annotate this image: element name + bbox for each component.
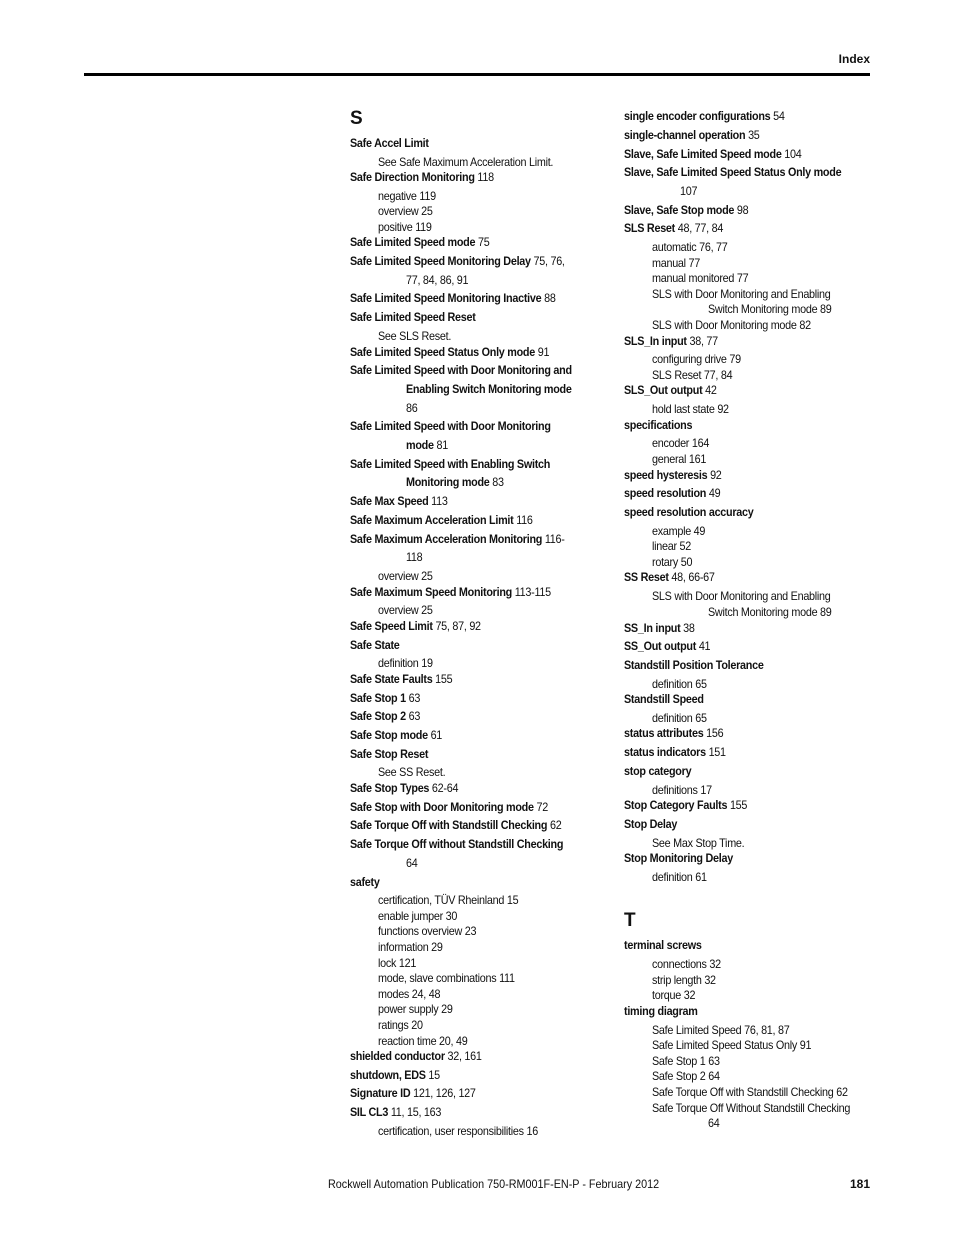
index-pages: 92 (707, 468, 722, 482)
index-entry (624, 817, 677, 832)
index-subentry: See Max Stop Time. (652, 836, 745, 850)
index-subentry: mode, slave combinations 111 (378, 971, 515, 985)
index-entry (350, 638, 400, 653)
index-term: speed resolution (624, 486, 707, 500)
index-entry (624, 383, 717, 398)
index-pages: 75 (475, 235, 490, 249)
index-subentry: torque 32 (652, 988, 696, 1002)
index-pages: 155 (727, 798, 748, 812)
index-subentry: certification, user responsibilities 16 (378, 1124, 538, 1138)
index-subentry-continuation: Switch Monitoring mode 89 (708, 302, 832, 316)
index-subentry: encoder 164 (652, 436, 710, 450)
index-term: SLS_Out output (624, 383, 703, 397)
index-entry (350, 513, 533, 528)
index-term: Safe Direction Monitoring (350, 170, 475, 184)
index-pages: 54 (770, 109, 785, 123)
index-entry (350, 363, 572, 378)
index-term: Safe Stop 1 (350, 691, 406, 705)
index-subentry: power supply 29 (378, 1002, 453, 1016)
index-entry-continuation: 64 (406, 856, 418, 870)
index-entry (624, 468, 722, 483)
index-subentry: strip length 32 (652, 973, 716, 987)
index-entry-continuation (406, 438, 448, 453)
index-term: Safe Stop Reset (350, 747, 429, 761)
index-pages: 155 (432, 672, 453, 686)
header-rule (84, 73, 870, 76)
index-pages: 48, 66-67 (668, 570, 715, 584)
index-term: Safe Maximum Speed Monitoring (350, 585, 512, 599)
index-subentry: SLS with Door Monitoring and Enabling (652, 287, 831, 301)
index-subentry: certification, TÜV Rheinland 15 (378, 893, 519, 907)
index-subentry: rotary 50 (652, 555, 693, 569)
index-term: Safe Torque Off without Standstill Checking (350, 837, 564, 851)
index-term: Monitoring mode (406, 475, 490, 489)
index-entry (350, 136, 429, 151)
index-term: Safe Speed Limit (350, 619, 433, 633)
index-pages: 32, 161 (444, 1049, 482, 1063)
index-term: status attributes (624, 726, 704, 740)
index-term: shutdown, EDS (350, 1068, 426, 1082)
index-entry (350, 532, 565, 547)
index-term: Safe Torque Off with Standstill Checking (350, 818, 548, 832)
index-subentry: See Safe Maximum Acceleration Limit. (378, 155, 554, 169)
index-term: SLS Reset (624, 221, 675, 235)
index-term: mode (406, 438, 434, 452)
index-term: Signature ID (350, 1086, 411, 1100)
index-entry (350, 691, 420, 706)
index-subentry: manual monitored 77 (652, 271, 749, 285)
index-entry-continuation: 107 (680, 184, 698, 198)
index-pages: 104 (781, 147, 802, 161)
index-entry (624, 851, 733, 866)
index-term: Slave, Safe Limited Speed Status Only mode (624, 165, 842, 179)
index-term: SS_In input (624, 621, 681, 635)
index-pages: 151 (705, 745, 726, 759)
index-term: Safe Accel Limit (350, 136, 429, 150)
index-entry (624, 334, 718, 349)
index-entry (624, 764, 691, 779)
index-subentry-continuation: 64 (708, 1116, 720, 1130)
index-entry (350, 1086, 476, 1101)
index-entry (350, 170, 494, 185)
index-term: single encoder configurations (624, 109, 771, 123)
index-subentry: configuring drive 79 (652, 352, 741, 366)
index-term: Safe State (350, 638, 400, 652)
index-term: status indicators (624, 745, 706, 759)
index-subentry: linear 52 (652, 539, 692, 553)
index-entry (624, 147, 801, 162)
index-term: Safe Limited Speed with Door Monitoring and (350, 363, 572, 377)
index-term: Stop Monitoring Delay (624, 851, 733, 865)
index-pages: 116- (542, 532, 565, 546)
index-entry (624, 486, 720, 501)
index-pages: 42 (702, 383, 717, 397)
index-pages: 75, 76, (530, 254, 565, 268)
index-term: stop category (624, 764, 692, 778)
index-term: Safe Limited Speed Status Only mode (350, 345, 536, 359)
index-letter-heading: S (350, 108, 363, 129)
index-term: Safe Stop mode (350, 728, 428, 742)
index-subentry: negative 119 (378, 189, 436, 203)
index-subentry: definition 65 (652, 677, 707, 691)
index-subentry: enable jumper 30 (378, 909, 458, 923)
index-subentry: general 161 (652, 452, 707, 466)
index-subentry: automatic 76, 77 (652, 240, 728, 254)
index-term: shielded conductor (350, 1049, 445, 1063)
index-subentry: connections 32 (652, 957, 721, 971)
index-term: SS Reset (624, 570, 669, 584)
index-entry (624, 505, 754, 520)
index-pages: 49 (706, 486, 721, 500)
index-letter-heading: T (624, 910, 636, 931)
header-title: Index (838, 52, 870, 66)
index-pages: 38 (680, 621, 695, 635)
index-subentry: hold last state 92 (652, 402, 729, 416)
index-subentry: Safe Torque Off Without Standstill Checking (652, 1101, 851, 1115)
index-term: Safe Limited Speed Monitoring Inactive (350, 291, 542, 305)
index-term: Safe Maximum Acceleration Monitoring (350, 532, 543, 546)
index-entry (624, 1004, 698, 1019)
index-pages: 61 (427, 728, 443, 742)
index-pages: 121, 126, 127 (410, 1086, 476, 1100)
index-pages: 98 (734, 203, 749, 217)
index-term: Safe Max Speed (350, 494, 429, 508)
index-subentry: reaction time 20, 49 (378, 1034, 468, 1048)
index-subentry: overview 25 (378, 569, 433, 583)
index-entry (350, 837, 563, 852)
index-term: Standstill Position Tolerance (624, 658, 764, 672)
index-entry (350, 1068, 440, 1083)
index-entry-continuation (406, 382, 572, 397)
index-subentry: lock 121 (378, 956, 417, 970)
index-entry-continuation (406, 475, 504, 490)
index-entry (350, 728, 442, 743)
index-term: timing diagram (624, 1004, 698, 1018)
index-entry (350, 419, 551, 434)
index-subentry: example 49 (652, 524, 706, 538)
index-subentry-continuation: Switch Monitoring mode 89 (708, 605, 832, 619)
index-term: specifications (624, 418, 693, 432)
index-entry (350, 457, 550, 472)
index-entry (350, 800, 548, 815)
index-pages: 62 (547, 818, 562, 832)
index-entry (624, 726, 723, 741)
index-entry (350, 672, 452, 687)
index-entry (350, 310, 476, 325)
index-pages: 38, 77 (686, 334, 718, 348)
index-term: Safe Limited Speed mode (350, 235, 476, 249)
index-subentry: definitions 17 (652, 783, 712, 797)
index-entry (350, 254, 565, 269)
index-subentry: Safe Stop 1 63 (652, 1054, 720, 1068)
index-subentry: manual 77 (652, 256, 701, 270)
index-term: speed hysteresis (624, 468, 708, 482)
index-entry (624, 109, 785, 124)
index-pages: 41 (696, 639, 711, 653)
index-subentry: See SLS Reset. (378, 329, 452, 343)
index-entry (624, 165, 841, 180)
index-subentry: SLS with Door Monitoring mode 82 (652, 318, 811, 332)
index-term: SLS_In input (624, 334, 687, 348)
index-term: safety (350, 875, 380, 889)
index-entry (350, 619, 481, 634)
index-entry (624, 692, 704, 707)
index-term: Safe Limited Speed with Door Monitoring (350, 419, 551, 433)
index-pages: 113 (428, 494, 448, 508)
index-entry (350, 291, 556, 306)
index-entry (624, 570, 715, 585)
index-entry-continuation: 77, 84, 86, 91 (406, 273, 469, 287)
index-term: Standstill Speed (624, 692, 704, 706)
index-subentry: Safe Limited Speed 76, 81, 87 (652, 1023, 790, 1037)
index-subentry: functions overview 23 (378, 924, 477, 938)
index-entry (624, 418, 692, 433)
index-pages: 91 (535, 345, 550, 359)
index-pages: 118 (474, 170, 494, 184)
index-entry (350, 585, 551, 600)
index-entry (350, 494, 448, 509)
index-subentry: definition 19 (378, 656, 433, 670)
index-subentry: Safe Limited Speed Status Only 91 (652, 1038, 812, 1052)
index-subentry: ratings 20 (378, 1018, 423, 1032)
index-entry (624, 938, 702, 953)
index-subentry: SLS Reset 77, 84 (652, 368, 733, 382)
index-entry-continuation: 118 (406, 550, 423, 564)
index-pages: 83 (489, 475, 504, 489)
index-term: Safe Stop 2 (350, 709, 406, 723)
index-subentry: modes 24, 48 (378, 987, 441, 1001)
index-pages: 113-115 (512, 585, 551, 599)
index-subentry: See SS Reset. (378, 765, 446, 779)
index-entry (350, 235, 489, 250)
index-subentry: Safe Stop 2 64 (652, 1069, 720, 1083)
index-pages: 62-64 (429, 781, 459, 795)
index-term: Safe Limited Speed with Enabling Switch (350, 457, 551, 471)
index-pages: 63 (405, 709, 421, 723)
index-entry (350, 818, 561, 833)
index-subentry: overview 25 (378, 603, 433, 617)
footer-publication: Rockwell Automation Publication 750-RM001F-EN-P - February 2012 (328, 1177, 660, 1191)
index-entry (624, 203, 748, 218)
index-pages: 35 (745, 128, 760, 142)
index-subentry: definition 61 (652, 870, 707, 884)
index-entry (624, 658, 764, 673)
index-term: Slave, Safe Limited Speed mode (624, 147, 782, 161)
index-pages: 63 (405, 691, 421, 705)
index-entry (624, 621, 695, 636)
index-subentry: SLS with Door Monitoring and Enabling (652, 589, 831, 603)
index-entry (624, 221, 723, 236)
index-pages: 15 (425, 1068, 440, 1082)
index-term: Enabling Switch Monitoring mode (406, 382, 572, 396)
index-term: SIL CL3 (350, 1105, 389, 1119)
index-subentry: overview 25 (378, 204, 433, 218)
index-term: Slave, Safe Stop mode (624, 203, 735, 217)
index-term: Safe Stop with Door Monitoring mode (350, 800, 534, 814)
index-pages: 48, 77, 84 (674, 221, 724, 235)
index-pages: 156 (703, 726, 724, 740)
index-subentry: information 29 (378, 940, 443, 954)
index-entry (624, 745, 726, 760)
index-pages: 88 (541, 291, 556, 305)
index-pages: 75, 87, 92 (432, 619, 481, 633)
index-entry (350, 709, 420, 724)
index-pages: 11, 15, 163 (388, 1105, 442, 1119)
index-entry-continuation: 86 (406, 401, 418, 415)
index-term: Safe Stop Types (350, 781, 430, 795)
index-entry (350, 747, 428, 762)
index-term: Stop Category Faults (624, 798, 728, 812)
index-subentry: positive 119 (378, 220, 432, 234)
index-pages: 72 (533, 800, 548, 814)
index-pages: 81 (433, 438, 448, 452)
index-pages: 116 (513, 513, 533, 527)
index-term: SS_Out output (624, 639, 697, 653)
index-entry (350, 1105, 441, 1120)
index-entry (624, 128, 760, 143)
index-term: Safe State Faults (350, 672, 433, 686)
index-term: Safe Limited Speed Reset (350, 310, 476, 324)
index-entry (350, 1049, 482, 1064)
index-term: terminal screws (624, 938, 702, 952)
footer-page-number: 181 (849, 1177, 870, 1191)
index-entry (350, 345, 549, 360)
index-term: Safe Limited Speed Monitoring Delay (350, 254, 531, 268)
index-subentry: definition 65 (652, 711, 707, 725)
index-subentry: Safe Torque Off with Standstill Checking 62 (652, 1085, 848, 1099)
index-term: Stop Delay (624, 817, 678, 831)
index-term: Safe Maximum Acceleration Limit (350, 513, 514, 527)
index-term: single-channel operation (624, 128, 746, 142)
index-entry (350, 781, 458, 796)
index-entry (624, 639, 710, 654)
index-entry (624, 798, 747, 813)
index-entry (350, 875, 380, 890)
index-term: speed resolution accuracy (624, 505, 754, 519)
